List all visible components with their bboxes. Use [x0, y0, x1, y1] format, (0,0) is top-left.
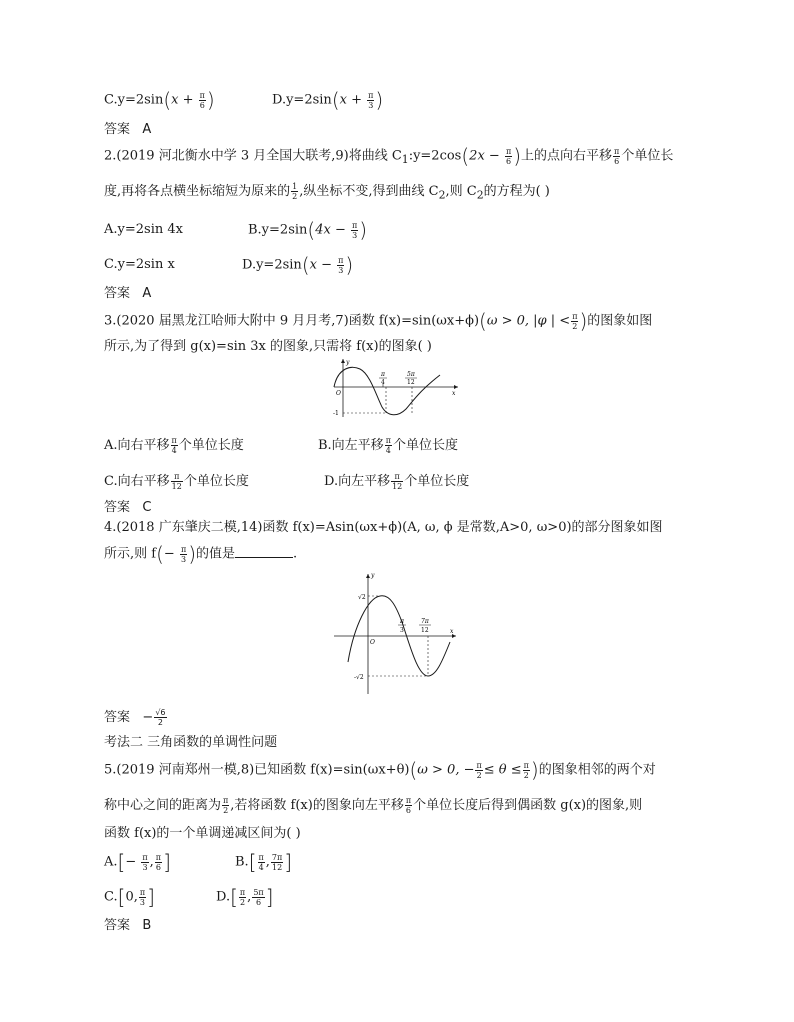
option-d-prev: D.y=2sin(x + $\frac{\pi}{3}$ ): [272, 88, 384, 112]
graph1-y-label: y: [346, 359, 350, 366]
answer-5: 答案 B: [104, 918, 152, 933]
answer-3: 答案 C: [104, 500, 152, 515]
graph1-tick1-den: 4: [381, 379, 385, 386]
q2-option-b: B.y=2sin(4x − $\frac{\pi}{3}$ ): [248, 218, 368, 242]
graph1-origin: O: [336, 390, 341, 397]
answer-1: 答案 A: [104, 122, 152, 137]
question-4-line1: 4.(2018 广东肇庆二模,14)函数 f(x)=Asin(ωx+ϕ)(A, ω, ϕ 是常数,A>0, ω>0)的部分图象如图: [104, 520, 663, 535]
graph2-bottom-label: -√2: [354, 674, 364, 681]
question-4-line2: 所示,则 f(− $\frac{\pi}{3}$ )的值是 .: [104, 542, 298, 566]
q2-option-c: C.y=2sin x: [104, 257, 175, 272]
option-c-prev: C.y=2sin(x + $\frac{\pi}{6}$ ): [104, 88, 215, 112]
q3-option-c: C.向右平移 $\frac{\pi}{12}$ 个单位长度: [104, 472, 249, 491]
graph1-tick2-num: 5π: [407, 371, 415, 378]
answer-2: 答案 A: [104, 286, 152, 301]
q5-option-b: B.[ $\frac{\pi}{4}$ , $\frac{7\pi}{12}$ ]: [235, 850, 293, 874]
question-2-line2: 度,再将各点横坐标缩短为原来的 $\frac{1}{2}$ ,纵坐标不变,得到曲线 $C_2$,则 $C_2$的方程为( ): [104, 182, 550, 202]
question-5-line2: 称中心之间的距离为 $\frac{\pi}{2}$ ,若将函数 f(x)的图象向左平移 $\frac{\pi}{6}$ 个单位长度后得到偶函数 g(x)的图象,则: [104, 796, 643, 815]
section-heading-2: 考法二 三角函数的单调性问题: [104, 735, 278, 750]
graph2-tick1-num: π: [400, 618, 404, 625]
q3-option-b: B.向左平移 $\frac{\pi}{4}$ 个单位长度: [318, 436, 458, 455]
graph2-x-label: x: [450, 628, 454, 635]
graph1-tick1-num: π: [381, 371, 385, 378]
graph2-tick1-den: 3: [400, 627, 404, 634]
question-5-line1: 5.(2019 河南郑州一模,8)已知函数 f(x)=sin(ωx+θ)(ω > 0, − $\frac{\pi}{2}$ ≤ θ ≤ $\frac{\pi}{2}$ )的图象相邻的两个对: [104, 758, 656, 782]
graph-q4: [330, 570, 460, 698]
question-3-line2: 所示,为了得到 g(x)=sin 3x 的图象,只需将 f(x)的图象( ): [104, 339, 432, 354]
answer-blank: [235, 545, 293, 558]
question-5-line3: 函数 f(x)的一个单调递减区间为( ): [104, 826, 301, 841]
q2-option-a: A.y=2sin 4x: [104, 222, 183, 237]
q3-option-a: A.向右平移 $\frac{\pi}{4}$ 个单位长度: [104, 436, 244, 455]
graph2-tick2-num: 7π: [421, 618, 429, 625]
graph1-x-label: x: [452, 390, 456, 397]
graph2-y-label: y: [371, 572, 375, 579]
graph2-origin: O: [370, 639, 375, 646]
graph1-minus-one: -1: [333, 410, 339, 417]
q3-option-d: D.向左平移 $\frac{\pi}{12}$ 个单位长度: [324, 472, 470, 491]
q5-option-c: C.[0, $\frac{\pi}{3}$ ]: [104, 885, 155, 909]
graph2-top-label: √2: [358, 594, 366, 601]
q5-option-d: D.[ $\frac{\pi}{2}$ , $\frac{5\pi}{6}$ ]: [216, 885, 274, 909]
question-3-line1: 3.(2020 届黑龙江哈师大附中 9 月月考,7)函数 f(x)=sin(ωx+ϕ)(ω > 0, |φ | < $\frac{\pi}{2}$ )的图象如图: [104, 309, 653, 333]
answer-4: 答案 − $\frac{√6}{2}$: [104, 708, 166, 727]
graph1-tick2-den: 12: [407, 379, 415, 386]
graph-q3: [330, 355, 462, 421]
graph2-tick2-den: 12: [421, 627, 429, 634]
question-2-line1: 2.(2019 河北衡水中学 3 月全国大联考,9)将曲线 $C_1:y=2\cos(2x$ − $\frac{\pi}{6}$ )上的点向右平移 $\frac{\pi}{6}$ 个单位长: [104, 144, 674, 168]
q5-option-a: A.[− $\frac{\pi}{3}$ , $\frac{\pi}{6}$ ]: [104, 850, 171, 874]
q2-option-d: D.y=2sin(x − $\frac{\pi}{3}$ ): [242, 253, 354, 277]
